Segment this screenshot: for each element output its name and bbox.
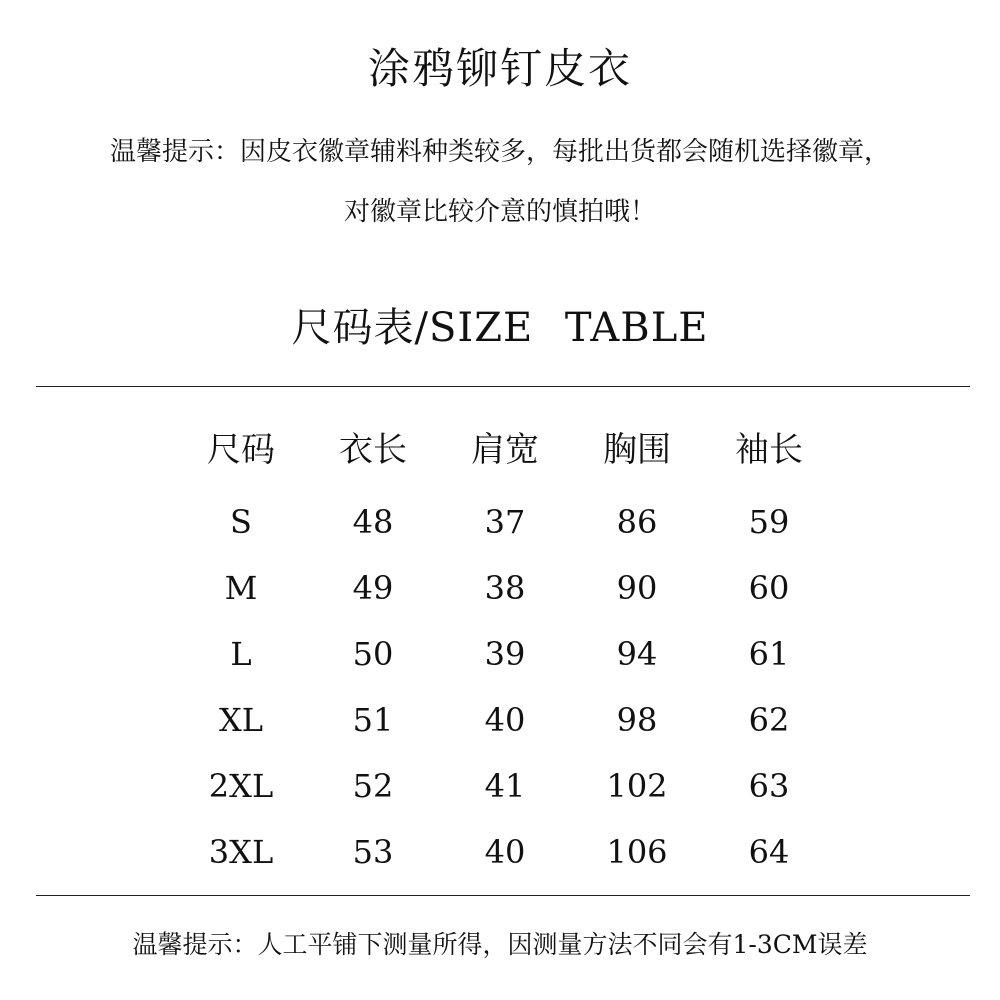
cell-sleeve: 62 (748, 701, 790, 739)
cell-size: 3XL (208, 833, 274, 871)
table-row (175, 756, 835, 816)
cell-chest: 106 (606, 833, 668, 871)
cell-chest: 94 (616, 635, 658, 673)
cell-shoulder: 40 (484, 833, 526, 871)
cell-chest: 102 (606, 767, 668, 805)
notice-line-2: 对徽章比较介意的慎拍哦！ (343, 197, 656, 227)
cell-length: 51 (352, 701, 394, 739)
cell-size: XL (218, 701, 264, 739)
notice-line-1: 温馨提示：因皮衣徽章辅料种类较多，每批出货都会随机选择徽章， (109, 137, 890, 167)
header-length: 衣长 (339, 430, 407, 470)
cell-sleeve: 59 (748, 503, 790, 541)
cell-shoulder: 37 (484, 503, 526, 541)
table-row (175, 558, 835, 618)
cell-length: 52 (352, 767, 394, 805)
cell-sleeve: 61 (748, 635, 790, 673)
table-row (175, 690, 835, 750)
cell-size: S (230, 503, 252, 541)
cell-sleeve: 63 (748, 767, 790, 805)
footer-notice: 温馨提示：人工平铺下测量所得，因测量方法不同会有1-3CM误差 (132, 930, 868, 959)
cell-length: 48 (352, 503, 394, 541)
top-divider (36, 386, 970, 387)
cell-size: 2XL (208, 767, 274, 805)
cell-length: 49 (352, 569, 394, 607)
cell-shoulder: 38 (484, 569, 526, 607)
cell-sleeve: 60 (748, 569, 790, 607)
cell-shoulder: 40 (484, 701, 526, 739)
cell-chest: 86 (616, 503, 658, 541)
header-size: 尺码 (207, 430, 275, 470)
bottom-divider (36, 895, 970, 896)
cell-chest: 90 (616, 569, 658, 607)
page-title: 涂鸦铆钉皮衣 (367, 44, 632, 93)
size-table-title: 尺码表/SIZE TABLE (291, 305, 709, 351)
cell-shoulder: 39 (484, 635, 526, 673)
table-header-row (175, 420, 835, 480)
cell-shoulder: 41 (484, 767, 526, 805)
header-chest: 胸围 (603, 430, 671, 470)
cell-size: L (230, 635, 252, 673)
size-table (175, 420, 835, 890)
table-row (175, 492, 835, 552)
cell-length: 53 (352, 833, 394, 871)
cell-length: 50 (352, 635, 394, 673)
cell-sleeve: 64 (748, 833, 790, 871)
header-sleeve: 袖长 (735, 430, 803, 470)
header-shoulder: 肩宽 (471, 430, 539, 470)
table-row (175, 624, 835, 684)
cell-chest: 98 (616, 701, 658, 739)
table-row (175, 822, 835, 882)
cell-size: M (224, 569, 258, 607)
